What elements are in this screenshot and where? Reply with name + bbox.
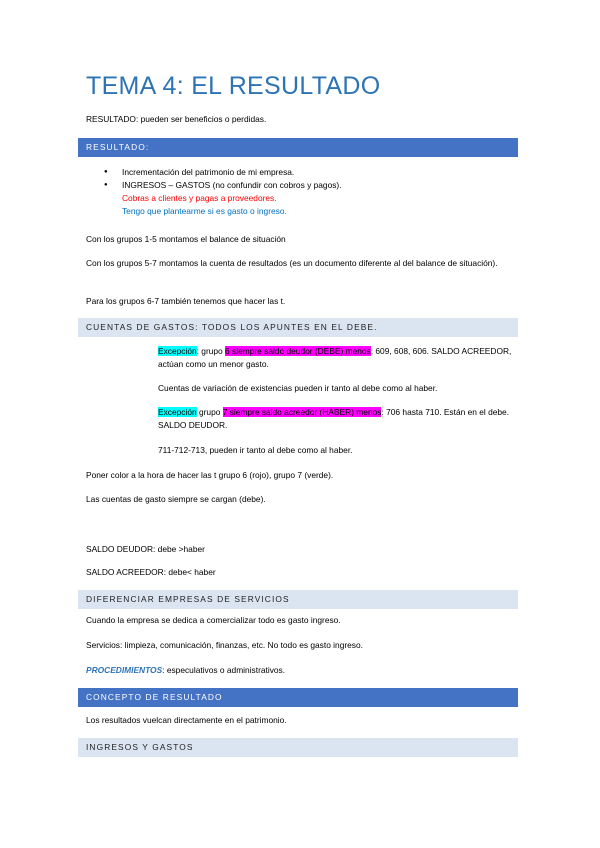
procedimientos-label: PROCEDIMIENTOS bbox=[86, 665, 163, 675]
procedimientos-text: : especulativos o administrativos. bbox=[162, 665, 286, 675]
section-diferenciar: DIFERENCIAR EMPRESAS DE SERVICIOS bbox=[78, 590, 518, 609]
paragraph-711: 711-712-713, pueden ir tanto al debe como al haber. bbox=[158, 445, 353, 455]
paragraph-variacion: Cuentas de variación de existencias pueden ir tanto al debe como al haber. bbox=[158, 383, 438, 393]
highlight-magenta: 6 siempre saldo deudor (DEBE) menos bbox=[225, 346, 371, 356]
section-resultado: RESULTADO: bbox=[78, 138, 518, 157]
blue-note: Tengo que plantearme si es gasto o ingreso. bbox=[122, 206, 287, 216]
exception-text: : 706 hasta 710. Están en el debe. SALDO DEUDOR. bbox=[158, 407, 510, 430]
exception-label: Excepción bbox=[158, 346, 197, 356]
red-note: Cobras a clientes y pagas a proveedores. bbox=[122, 193, 277, 203]
exception-group-7 bbox=[158, 406, 518, 432]
highlight-magenta: 7 siempre saldo acreedor (HABER) menos bbox=[222, 407, 382, 417]
paragraph-saldo-acreedor: SALDO ACREEDOR: debe< haber bbox=[86, 567, 216, 577]
exception-text: : 609, 608, 606. SALDO ACREEDOR, actúan como un menor gasto. bbox=[158, 346, 512, 369]
paragraph-cargan: Las cuentas de gasto siempre se cargan (debe). bbox=[86, 494, 266, 504]
paragraph-color: Poner color a la hora de hacer las t grupo 6 (rojo), grupo 7 (verde). bbox=[86, 470, 334, 480]
paragraph-saldo-deudor: SALDO DEUDOR: debe >haber bbox=[86, 544, 205, 554]
paragraph-grupos-6-7: Para los grupos 6-7 también tenemos que hacer las t. bbox=[86, 296, 286, 306]
section-cuentas-gastos: CUENTAS DE GASTOS: TODOS LOS APUNTES EN EL DEBE. bbox=[78, 318, 518, 337]
section-ingresos-gastos: INGRESOS Y GASTOS bbox=[78, 738, 518, 757]
paragraph-procedimientos bbox=[86, 664, 285, 677]
paragraph-comercializar: Cuando la empresa se dedica a comercializar todo es gasto ingreso. bbox=[86, 615, 341, 625]
paragraph-grupos-5-7: Con los grupos 5-7 montamos la cuenta de resultados (es un documento diferente al del balance de situación). bbox=[86, 258, 498, 268]
bullet-list bbox=[104, 166, 342, 218]
paragraph-vuelcan: Los resultados vuelcan directamente en el patrimonio. bbox=[86, 715, 287, 725]
exception-group-6 bbox=[158, 345, 518, 371]
list-item: ● INGRESOS – GASTOS (no confundir con cobros y pagos). bbox=[104, 179, 342, 192]
exception-label: Excepción bbox=[158, 407, 197, 417]
page-title: TEMA 4: EL RESULTADO bbox=[86, 72, 381, 100]
paragraph-servicios: Servicios: limpieza, comunicación, finanzas, etc. No todo es gasto ingreso. bbox=[86, 640, 363, 650]
exception-text: grupo bbox=[196, 407, 223, 417]
paragraph-grupos-1-5: Con los grupos 1-5 montamos el balance de situación bbox=[86, 234, 286, 244]
section-concepto: CONCEPTO DE RESULTADO bbox=[78, 688, 518, 707]
intro-text: RESULTADO: pueden ser beneficios o perdidas. bbox=[86, 114, 267, 124]
exception-text: : grupo bbox=[196, 346, 226, 356]
list-item: ● Incrementación del patrimonio de mi empresa. bbox=[104, 166, 342, 179]
